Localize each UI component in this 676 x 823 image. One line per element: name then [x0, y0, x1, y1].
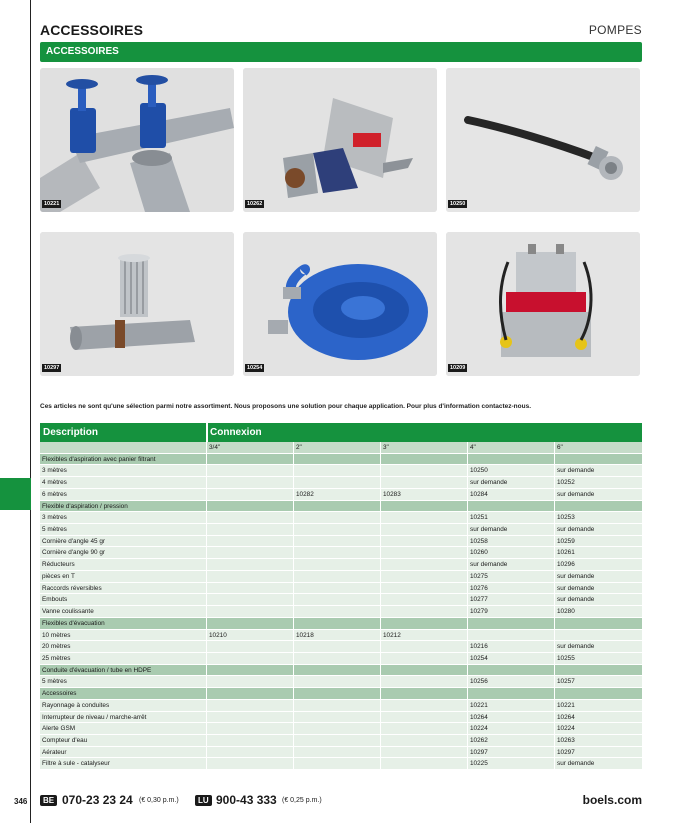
table-section-row: [40, 501, 642, 513]
level-switch-image: [243, 68, 437, 212]
product-code: 10297: [44, 365, 60, 371]
column-header-connexion: Connexion: [210, 427, 262, 438]
row-article-code: [381, 723, 468, 735]
row-article-code: [294, 735, 381, 747]
table-row: [40, 512, 642, 524]
row-description: 3 mètres: [40, 512, 207, 524]
row-article-code: [207, 665, 294, 677]
row-article-code: [207, 465, 294, 477]
row-description: 10 mètres: [40, 630, 207, 642]
row-article-code: [294, 571, 381, 583]
row-article-code: 10254: [468, 653, 555, 665]
size-header-row: [40, 442, 642, 454]
row-article-code: [381, 700, 468, 712]
table-row: [40, 583, 642, 595]
row-article-code: [294, 465, 381, 477]
row-article-code: [381, 618, 468, 630]
row-article-code: [381, 676, 468, 688]
row-article-code: 10256: [468, 676, 555, 688]
table-header: [40, 423, 642, 442]
row-article-code: [294, 747, 381, 759]
size-cell: [40, 442, 207, 454]
row-description: 25 mètres: [40, 653, 207, 665]
row-article-code: [381, 641, 468, 653]
row-article-code: 10280: [555, 606, 642, 618]
product-code: 10262: [247, 201, 263, 207]
row-description: Flexibles d'évacuation: [40, 618, 207, 630]
row-article-code: [555, 630, 642, 642]
row-article-code: [468, 630, 555, 642]
row-article-code: [381, 758, 468, 770]
row-article-code: [294, 501, 381, 513]
row-article-code: sur demande: [555, 571, 642, 583]
row-article-code: 10250: [468, 465, 555, 477]
table-row: [40, 758, 642, 770]
header-divider: [206, 423, 208, 442]
product-code: 10221: [44, 201, 60, 207]
product-photo-lay-flat-hose: [243, 232, 437, 376]
row-description: Filtre à sule - catalyseur: [40, 758, 207, 770]
row-article-code: [381, 571, 468, 583]
table-row: [40, 712, 642, 724]
row-article-code: sur demande: [468, 559, 555, 571]
row-article-code: [294, 536, 381, 548]
row-article-code: [381, 465, 468, 477]
table-section-row: [40, 665, 642, 677]
row-article-code: 10221: [468, 700, 555, 712]
row-description: Accessoires: [40, 688, 207, 700]
row-article-code: sur demande: [555, 465, 642, 477]
page-number: 346: [14, 797, 28, 806]
row-article-code: [207, 641, 294, 653]
table-row: [40, 723, 642, 735]
product-photo-strainer: [40, 232, 234, 376]
row-article-code: [381, 559, 468, 571]
row-description: Embouts: [40, 594, 207, 606]
row-article-code: sur demande: [555, 583, 642, 595]
valve-manifold-image: [40, 68, 234, 212]
row-article-code: [468, 688, 555, 700]
table-row: [40, 594, 642, 606]
row-article-code: [294, 700, 381, 712]
row-article-code: 10218: [294, 630, 381, 642]
row-article-code: sur demande: [468, 477, 555, 489]
row-description: Alerte GSM: [40, 723, 207, 735]
row-description: 6 mètres: [40, 489, 207, 501]
control-box-image: [446, 232, 640, 376]
row-article-code: [468, 454, 555, 466]
row-article-code: [207, 747, 294, 759]
row-description: Conduite d'évacuation / tube en HDPE: [40, 665, 207, 677]
row-article-code: [207, 571, 294, 583]
row-article-code: sur demande: [468, 524, 555, 536]
row-article-code: 10275: [468, 571, 555, 583]
row-description: Cornière d'angle 45 gr: [40, 536, 207, 548]
row-article-code: 10255: [555, 653, 642, 665]
row-description: 5 mètres: [40, 524, 207, 536]
table-row: [40, 630, 642, 642]
row-description: 4 mètres: [40, 477, 207, 489]
row-article-code: [294, 477, 381, 489]
row-article-code: [207, 688, 294, 700]
lay-flat-hose-image: [243, 232, 437, 376]
product-code: 10254: [247, 365, 263, 371]
row-article-code: [294, 758, 381, 770]
row-article-code: [207, 583, 294, 595]
row-article-code: [207, 477, 294, 489]
row-article-code: 10259: [555, 536, 642, 548]
row-article-code: [207, 618, 294, 630]
row-article-code: [294, 712, 381, 724]
row-article-code: 10264: [468, 712, 555, 724]
page-footer: [0, 792, 676, 812]
product-code: 10209: [450, 365, 466, 371]
row-article-code: [555, 454, 642, 466]
row-description: Aérateur: [40, 747, 207, 759]
row-article-code: [381, 712, 468, 724]
row-article-code: 10297: [468, 747, 555, 759]
left-margin-rule: [30, 0, 31, 823]
row-article-code: [207, 501, 294, 513]
product-photo-level-switch: [243, 68, 437, 212]
phone-be: 070-23 23 24: [62, 793, 133, 807]
row-article-code: [381, 665, 468, 677]
row-description: 3 mètres: [40, 465, 207, 477]
row-article-code: [294, 583, 381, 595]
row-article-code: [207, 489, 294, 501]
size-cell: 6": [555, 442, 642, 454]
phone-lu: 900-43 333: [216, 793, 277, 807]
row-article-code: 10221: [555, 700, 642, 712]
row-article-code: [294, 512, 381, 524]
section-banner-label: ACCESSOIRES: [46, 46, 119, 57]
row-article-code: [468, 618, 555, 630]
product-code: 10250: [450, 201, 466, 207]
row-article-code: [294, 641, 381, 653]
country-badge-lu: LU: [195, 795, 212, 806]
row-article-code: 10253: [555, 512, 642, 524]
row-article-code: 10263: [555, 735, 642, 747]
row-article-code: 10296: [555, 559, 642, 571]
page-title: ACCESSOIRES: [40, 22, 144, 38]
row-article-code: 10212: [381, 630, 468, 642]
row-article-code: 10225: [468, 758, 555, 770]
row-article-code: 10224: [468, 723, 555, 735]
row-article-code: [207, 512, 294, 524]
row-article-code: [381, 688, 468, 700]
row-article-code: [294, 653, 381, 665]
row-description: Compteur d'eau: [40, 735, 207, 747]
row-article-code: [555, 618, 642, 630]
row-article-code: [294, 559, 381, 571]
row-article-code: [381, 594, 468, 606]
row-description: Rayonnage à conduites: [40, 700, 207, 712]
row-article-code: 10282: [294, 489, 381, 501]
row-article-code: 10260: [468, 547, 555, 559]
table-row: [40, 465, 642, 477]
row-article-code: sur demande: [555, 489, 642, 501]
row-article-code: 10279: [468, 606, 555, 618]
row-article-code: [555, 665, 642, 677]
row-article-code: [468, 665, 555, 677]
row-article-code: [294, 606, 381, 618]
row-article-code: [381, 747, 468, 759]
row-description: Vanne coulissante: [40, 606, 207, 618]
row-article-code: [207, 454, 294, 466]
row-article-code: [207, 536, 294, 548]
row-article-code: 10264: [555, 712, 642, 724]
row-article-code: [381, 454, 468, 466]
size-cell: 3": [381, 442, 468, 454]
row-article-code: [381, 512, 468, 524]
website-link[interactable]: boels.com: [582, 793, 642, 807]
row-article-code: sur demande: [555, 524, 642, 536]
row-article-code: [207, 606, 294, 618]
row-article-code: sur demande: [555, 758, 642, 770]
table-row: [40, 653, 642, 665]
table-section-row: [40, 688, 642, 700]
row-article-code: [381, 501, 468, 513]
table-row: [40, 489, 642, 501]
row-description: Flexibles d'aspiration avec panier filtrant: [40, 454, 207, 466]
table-row: [40, 747, 642, 759]
row-article-code: [294, 618, 381, 630]
row-article-code: [207, 712, 294, 724]
row-article-code: 10258: [468, 536, 555, 548]
row-article-code: [555, 688, 642, 700]
row-article-code: 10252: [555, 477, 642, 489]
column-header-description: Description: [43, 427, 99, 438]
row-article-code: [294, 547, 381, 559]
row-description: 20 mètres: [40, 641, 207, 653]
row-article-code: [381, 547, 468, 559]
row-article-code: [381, 524, 468, 536]
row-article-code: 10284: [468, 489, 555, 501]
section-banner: [40, 42, 642, 62]
row-description: Interrupteur de niveau / marche-arrêt: [40, 712, 207, 724]
row-article-code: [207, 547, 294, 559]
row-article-code: [381, 583, 468, 595]
product-photo-control-box: [446, 232, 640, 376]
strainer-image: [40, 232, 234, 376]
table-row: [40, 735, 642, 747]
row-article-code: [294, 688, 381, 700]
country-badge-be: BE: [40, 795, 57, 806]
section-side-tab: [0, 478, 31, 510]
row-article-code: 10283: [381, 489, 468, 501]
row-article-code: 10224: [555, 723, 642, 735]
row-article-code: [207, 594, 294, 606]
row-description: Raccords réversibles: [40, 583, 207, 595]
row-article-code: 10251: [468, 512, 555, 524]
table-body: [40, 454, 642, 770]
row-article-code: [207, 735, 294, 747]
row-article-code: [294, 676, 381, 688]
row-article-code: [207, 723, 294, 735]
table-row: [40, 700, 642, 712]
table-section-row: [40, 454, 642, 466]
table-row: [40, 559, 642, 571]
row-article-code: [381, 477, 468, 489]
row-article-code: [381, 735, 468, 747]
size-cell: 4": [468, 442, 555, 454]
row-article-code: 10257: [555, 676, 642, 688]
row-article-code: [294, 454, 381, 466]
row-article-code: 10261: [555, 547, 642, 559]
table-row: [40, 547, 642, 559]
row-article-code: [207, 758, 294, 770]
row-article-code: [207, 700, 294, 712]
row-article-code: [381, 653, 468, 665]
row-article-code: [468, 501, 555, 513]
row-article-code: 10216: [468, 641, 555, 653]
row-article-code: 10276: [468, 583, 555, 595]
row-article-code: [294, 524, 381, 536]
row-article-code: [294, 665, 381, 677]
table-section-row: [40, 618, 642, 630]
row-article-code: 10297: [555, 747, 642, 759]
table-row: [40, 536, 642, 548]
row-article-code: [381, 536, 468, 548]
row-description: 5 mètres: [40, 676, 207, 688]
table-row: [40, 477, 642, 489]
row-article-code: [294, 594, 381, 606]
row-description: Flexible d'aspiration / pression: [40, 501, 207, 513]
size-cell: 2": [294, 442, 381, 454]
table-row: [40, 524, 642, 536]
section-label: POMPES: [588, 23, 642, 37]
row-article-code: sur demande: [555, 594, 642, 606]
row-description: pièces en T: [40, 571, 207, 583]
suction-hose-image: [446, 68, 640, 212]
table-row: [40, 676, 642, 688]
row-description: Réducteurs: [40, 559, 207, 571]
row-article-code: [381, 606, 468, 618]
row-article-code: [207, 559, 294, 571]
row-article-code: [207, 524, 294, 536]
product-photo-suction-hose: [446, 68, 640, 212]
row-article-code: 10262: [468, 735, 555, 747]
row-article-code: [294, 723, 381, 735]
accessories-table: [40, 423, 642, 770]
page-header: [40, 20, 642, 40]
size-cell: 3/4": [207, 442, 294, 454]
row-article-code: 10210: [207, 630, 294, 642]
row-article-code: 10277: [468, 594, 555, 606]
row-article-code: [555, 501, 642, 513]
table-row: [40, 641, 642, 653]
row-article-code: sur demande: [555, 641, 642, 653]
row-article-code: [207, 653, 294, 665]
rate-lu: (€ 0,25 p.m.): [282, 797, 322, 804]
rate-be: (€ 0,30 p.m.): [139, 797, 179, 804]
product-photo-valve-manifold: [40, 68, 234, 212]
table-row: [40, 571, 642, 583]
assortment-note: Ces articles ne sont qu'une sélection parmi notre assortiment. Nous proposons une solution pour chaque application. Pour plus d'information contactez-nous.: [40, 403, 532, 410]
row-description: Cornière d'angle 90 gr: [40, 547, 207, 559]
table-row: [40, 606, 642, 618]
row-article-code: [207, 676, 294, 688]
